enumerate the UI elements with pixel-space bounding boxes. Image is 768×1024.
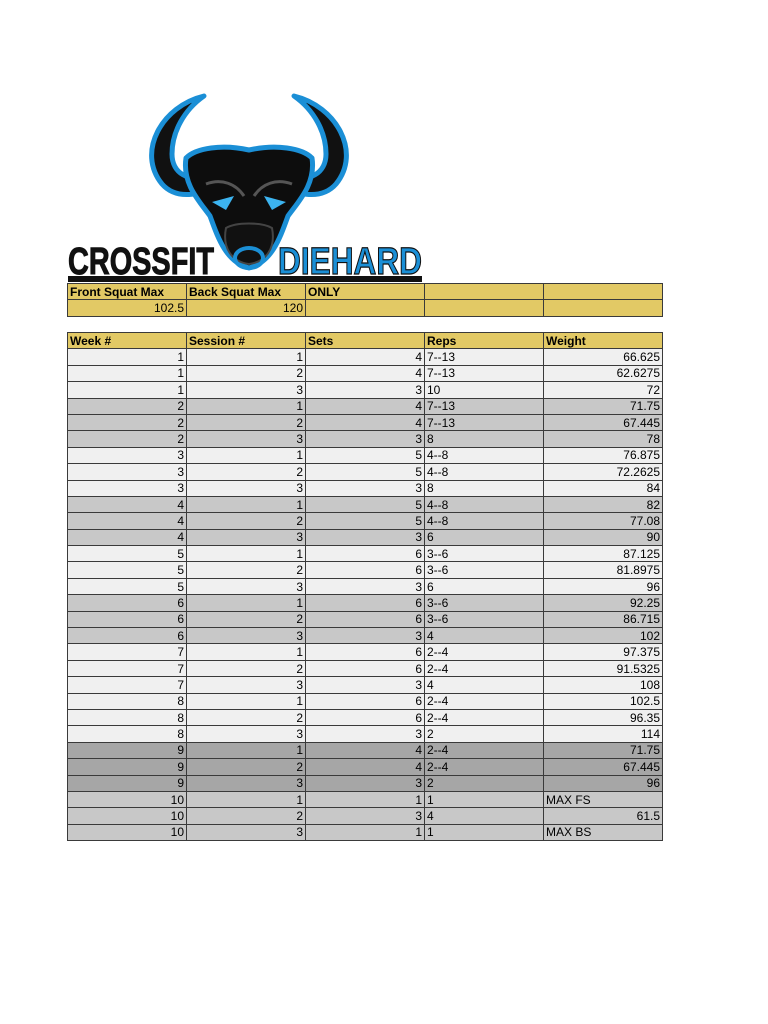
- sets-cell[interactable]: 6: [306, 611, 425, 627]
- session-cell[interactable]: 2: [187, 414, 306, 430]
- sets-cell[interactable]: 6: [306, 660, 425, 676]
- week-cell[interactable]: 3: [68, 480, 187, 496]
- reps-cell[interactable]: 3--6: [425, 595, 544, 611]
- sets-cell[interactable]: 3: [306, 726, 425, 742]
- sets-cell[interactable]: 3: [306, 529, 425, 545]
- session-cell[interactable]: 1: [187, 398, 306, 414]
- reps-cell[interactable]: 3--6: [425, 546, 544, 562]
- table-row: [68, 529, 663, 545]
- maxes-header-cell: [425, 284, 544, 300]
- sets-cell[interactable]: 6: [306, 709, 425, 725]
- session-cell[interactable]: 1: [187, 546, 306, 562]
- week-cell[interactable]: 1: [68, 365, 187, 381]
- table-row: [68, 398, 663, 414]
- weight-cell[interactable]: 81.8975: [544, 562, 663, 578]
- sets-cell[interactable]: 4: [306, 742, 425, 758]
- table-row: [68, 349, 663, 365]
- sets-cell[interactable]: 4: [306, 398, 425, 414]
- reps-cell[interactable]: 2: [425, 775, 544, 791]
- reps-cell[interactable]: 7--13: [425, 398, 544, 414]
- sets-cell[interactable]: 3: [306, 808, 425, 824]
- sets-cell[interactable]: 1: [306, 791, 425, 807]
- reps-cell[interactable]: 2--4: [425, 660, 544, 676]
- reps-cell[interactable]: 6: [425, 578, 544, 594]
- sets-cell[interactable]: 5: [306, 447, 425, 463]
- weight-cell[interactable]: 72: [544, 382, 663, 398]
- sets-cell[interactable]: 4: [306, 349, 425, 365]
- table-row: [68, 365, 663, 381]
- crossfit-diehard-logo: [66, 92, 426, 284]
- table-row: [68, 824, 663, 840]
- week-cell[interactable]: 5: [68, 578, 187, 594]
- reps-cell[interactable]: 4--8: [425, 513, 544, 529]
- table-row: [68, 644, 663, 660]
- session-cell[interactable]: 2: [187, 562, 306, 578]
- reps-cell[interactable]: 3--6: [425, 562, 544, 578]
- session-cell[interactable]: 2: [187, 464, 306, 480]
- week-cell[interactable]: 5: [68, 562, 187, 578]
- session-cell[interactable]: 1: [187, 447, 306, 463]
- table-row: [68, 808, 663, 824]
- week-cell[interactable]: 10: [68, 808, 187, 824]
- weight-cell[interactable]: 92.25: [544, 595, 663, 611]
- table-row: [68, 628, 663, 644]
- table-row: [68, 742, 663, 758]
- reps-cell[interactable]: 4: [425, 628, 544, 644]
- maxes-value-cell[interactable]: [425, 300, 544, 316]
- program-header-row: [68, 333, 663, 349]
- maxes-header-cell: Front Squat Max: [68, 284, 187, 300]
- weight-cell[interactable]: 84: [544, 480, 663, 496]
- weight-cell[interactable]: 102.5: [544, 693, 663, 709]
- table-row: [68, 562, 663, 578]
- table-row: [68, 496, 663, 512]
- reps-cell[interactable]: 3--6: [425, 611, 544, 627]
- back-squat-max-value[interactable]: 120: [187, 300, 306, 316]
- session-cell[interactable]: 2: [187, 365, 306, 381]
- session-cell[interactable]: 3: [187, 824, 306, 840]
- session-cell[interactable]: 1: [187, 742, 306, 758]
- session-cell[interactable]: 3: [187, 529, 306, 545]
- table-row: [68, 431, 663, 447]
- table-row: [68, 447, 663, 463]
- session-cell[interactable]: 2: [187, 513, 306, 529]
- maxes-table: [67, 283, 663, 317]
- reps-cell[interactable]: 10: [425, 382, 544, 398]
- reps-cell[interactable]: 8: [425, 431, 544, 447]
- reps-cell[interactable]: 8: [425, 480, 544, 496]
- week-cell[interactable]: 4: [68, 529, 187, 545]
- front-squat-max-value[interactable]: 102.5: [68, 300, 187, 316]
- table-row: [68, 595, 663, 611]
- session-cell[interactable]: 3: [187, 578, 306, 594]
- week-cell[interactable]: 2: [68, 398, 187, 414]
- session-cell[interactable]: 3: [187, 775, 306, 791]
- table-row: [68, 759, 663, 775]
- session-cell[interactable]: 2: [187, 660, 306, 676]
- week-cell[interactable]: 6: [68, 611, 187, 627]
- table-row: [68, 611, 663, 627]
- table-row: [68, 726, 663, 742]
- weight-cell[interactable]: 97.375: [544, 644, 663, 660]
- weight-cell[interactable]: 86.715: [544, 611, 663, 627]
- sets-cell[interactable]: 3: [306, 677, 425, 693]
- week-cell[interactable]: 9: [68, 742, 187, 758]
- weight-cell[interactable]: 96.35: [544, 709, 663, 725]
- weight-cell[interactable]: 114: [544, 726, 663, 742]
- week-cell[interactable]: 10: [68, 824, 187, 840]
- logo-word-diehard: DIEHARD: [278, 241, 422, 283]
- week-cell[interactable]: 7: [68, 660, 187, 676]
- week-cell[interactable]: 7: [68, 644, 187, 660]
- table-row: [68, 464, 663, 480]
- week-cell[interactable]: 8: [68, 693, 187, 709]
- table-row: [68, 578, 663, 594]
- header-session: Session #: [187, 333, 306, 349]
- sets-cell[interactable]: 6: [306, 693, 425, 709]
- maxes-header-cell: [544, 284, 663, 300]
- weight-cell[interactable]: 90: [544, 529, 663, 545]
- reps-cell[interactable]: 2--4: [425, 759, 544, 775]
- weight-cell[interactable]: 102: [544, 628, 663, 644]
- week-cell[interactable]: 8: [68, 709, 187, 725]
- header-week: Week #: [68, 333, 187, 349]
- session-cell[interactable]: 2: [187, 759, 306, 775]
- header-sets: Sets: [306, 333, 425, 349]
- week-cell[interactable]: 8: [68, 726, 187, 742]
- session-cell[interactable]: 3: [187, 431, 306, 447]
- week-cell[interactable]: 1: [68, 349, 187, 365]
- table-row: [68, 414, 663, 430]
- sets-cell[interactable]: 6: [306, 644, 425, 660]
- reps-cell[interactable]: 2--4: [425, 693, 544, 709]
- session-cell[interactable]: 2: [187, 709, 306, 725]
- session-cell[interactable]: 3: [187, 382, 306, 398]
- table-row: [68, 677, 663, 693]
- reps-cell[interactable]: 7--13: [425, 365, 544, 381]
- week-cell[interactable]: 6: [68, 595, 187, 611]
- header-reps: Reps: [425, 333, 544, 349]
- sets-cell[interactable]: 4: [306, 365, 425, 381]
- reps-cell[interactable]: 6: [425, 529, 544, 545]
- week-cell[interactable]: 2: [68, 431, 187, 447]
- table-row: [68, 546, 663, 562]
- weight-cell[interactable]: 67.445: [544, 414, 663, 430]
- table-row: [68, 513, 663, 529]
- week-cell[interactable]: 5: [68, 546, 187, 562]
- week-cell[interactable]: 6: [68, 628, 187, 644]
- maxes-header-cell: ONLY: [306, 284, 425, 300]
- sets-cell[interactable]: 3: [306, 775, 425, 791]
- maxes-header-cell: Back Squat Max: [187, 284, 306, 300]
- weight-cell[interactable]: 87.125: [544, 546, 663, 562]
- week-cell[interactable]: 3: [68, 447, 187, 463]
- session-cell[interactable]: 3: [187, 677, 306, 693]
- weight-cell[interactable]: 96: [544, 578, 663, 594]
- week-cell[interactable]: 7: [68, 677, 187, 693]
- week-cell[interactable]: 10: [68, 791, 187, 807]
- table-row: [68, 382, 663, 398]
- session-cell[interactable]: 1: [187, 693, 306, 709]
- sets-cell[interactable]: 4: [306, 414, 425, 430]
- weight-cell[interactable]: 77.08: [544, 513, 663, 529]
- weight-cell[interactable]: 66.625: [544, 349, 663, 365]
- week-cell[interactable]: 1: [68, 382, 187, 398]
- maxes-value-row: [68, 300, 663, 316]
- reps-cell[interactable]: 4--8: [425, 447, 544, 463]
- weight-cell[interactable]: 96: [544, 775, 663, 791]
- reps-cell[interactable]: 4--8: [425, 464, 544, 480]
- weight-cell[interactable]: 78: [544, 431, 663, 447]
- session-cell[interactable]: 1: [187, 349, 306, 365]
- weight-cell[interactable]: 61.5: [544, 808, 663, 824]
- weight-cell[interactable]: 108: [544, 677, 663, 693]
- table-row: [68, 480, 663, 496]
- header-weight: Weight: [544, 333, 663, 349]
- table-row: [68, 791, 663, 807]
- sets-cell[interactable]: 3: [306, 628, 425, 644]
- weight-cell[interactable]: 71.75: [544, 742, 663, 758]
- session-cell[interactable]: 2: [187, 808, 306, 824]
- session-cell[interactable]: 2: [187, 611, 306, 627]
- maxes-value-cell[interactable]: [544, 300, 663, 316]
- table-row: [68, 660, 663, 676]
- reps-cell[interactable]: 4--8: [425, 496, 544, 512]
- session-cell[interactable]: 1: [187, 791, 306, 807]
- week-cell[interactable]: 2: [68, 414, 187, 430]
- sets-cell[interactable]: 6: [306, 546, 425, 562]
- sets-cell[interactable]: 5: [306, 464, 425, 480]
- weight-cell[interactable]: 71.75: [544, 398, 663, 414]
- reps-cell[interactable]: 4: [425, 808, 544, 824]
- table-row: [68, 709, 663, 725]
- sets-cell[interactable]: 3: [306, 431, 425, 447]
- week-cell[interactable]: 9: [68, 759, 187, 775]
- sets-cell[interactable]: 1: [306, 824, 425, 840]
- sets-cell[interactable]: 5: [306, 513, 425, 529]
- session-cell[interactable]: 3: [187, 480, 306, 496]
- session-cell[interactable]: 3: [187, 628, 306, 644]
- weight-cell[interactable]: 72.2625: [544, 464, 663, 480]
- session-cell[interactable]: 1: [187, 644, 306, 660]
- weight-cell[interactable]: MAX BS: [544, 824, 663, 840]
- session-cell[interactable]: 1: [187, 595, 306, 611]
- weight-cell[interactable]: 76.875: [544, 447, 663, 463]
- logo-word-crossfit: CROSSFIT: [68, 241, 214, 283]
- weight-cell[interactable]: 82: [544, 496, 663, 512]
- sets-cell[interactable]: 3: [306, 382, 425, 398]
- sets-cell[interactable]: 6: [306, 562, 425, 578]
- table-row: [68, 775, 663, 791]
- maxes-header-row: [68, 284, 663, 300]
- reps-cell[interactable]: 2: [425, 726, 544, 742]
- program-body: [68, 349, 663, 841]
- maxes-value-cell[interactable]: [306, 300, 425, 316]
- reps-cell[interactable]: 4: [425, 677, 544, 693]
- week-cell[interactable]: 4: [68, 513, 187, 529]
- week-cell[interactable]: 9: [68, 775, 187, 791]
- session-cell[interactable]: 1: [187, 496, 306, 512]
- reps-cell[interactable]: 2--4: [425, 709, 544, 725]
- weight-cell[interactable]: 91.5325: [544, 660, 663, 676]
- sets-cell[interactable]: 5: [306, 496, 425, 512]
- reps-cell[interactable]: 7--13: [425, 414, 544, 430]
- sets-cell[interactable]: 3: [306, 480, 425, 496]
- weight-cell[interactable]: MAX FS: [544, 791, 663, 807]
- program-table: [67, 332, 663, 841]
- table-row: [68, 693, 663, 709]
- sets-cell[interactable]: 3: [306, 578, 425, 594]
- reps-cell[interactable]: 7--13: [425, 349, 544, 365]
- weight-cell[interactable]: 62.6275: [544, 365, 663, 381]
- weight-cell[interactable]: 67.445: [544, 759, 663, 775]
- week-cell[interactable]: 3: [68, 464, 187, 480]
- bull-head-icon: [66, 92, 426, 284]
- sets-cell[interactable]: 6: [306, 595, 425, 611]
- sets-cell[interactable]: 4: [306, 759, 425, 775]
- reps-cell[interactable]: 1: [425, 791, 544, 807]
- session-cell[interactable]: 3: [187, 726, 306, 742]
- reps-cell[interactable]: 2--4: [425, 644, 544, 660]
- week-cell[interactable]: 4: [68, 496, 187, 512]
- reps-cell[interactable]: 2--4: [425, 742, 544, 758]
- reps-cell[interactable]: 1: [425, 824, 544, 840]
